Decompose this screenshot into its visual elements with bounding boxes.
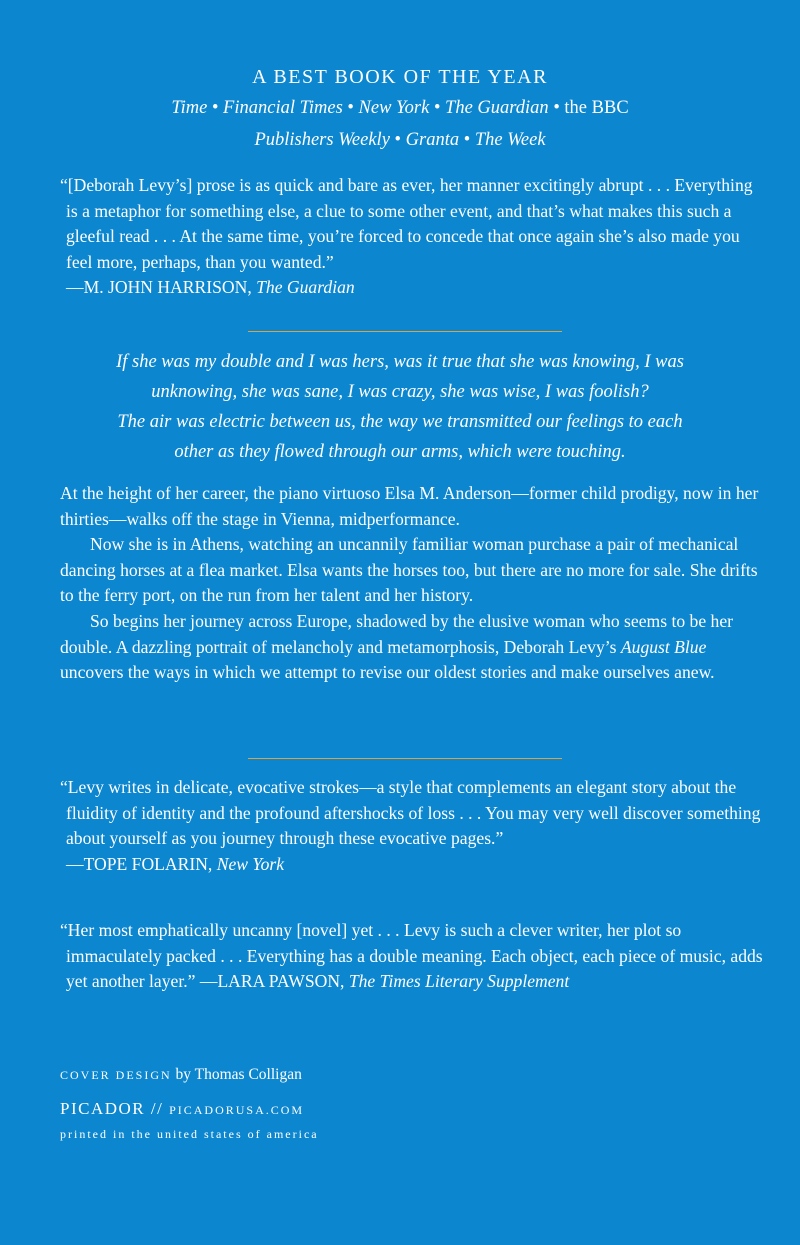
description-paragraph: At the height of her career, the piano virtuoso Elsa M. Anderson—former child prodigy, now in her thirties—walks off the stage in Vienna, midperformance. [60, 483, 759, 529]
cover-design-credit [60, 1065, 660, 1085]
publication-the-week: The Week [474, 130, 546, 150]
review-quote-folarin [60, 775, 766, 877]
publication-time: Time [171, 98, 208, 118]
publication-new-york: New York [358, 98, 430, 118]
quote-source: New York [216, 853, 285, 874]
excerpt-line: other as they flowed through our arms, which were touching. [174, 442, 626, 462]
bullet: • [463, 130, 471, 150]
best-book-title: A BEST BOOK OF THE YEAR [252, 66, 548, 88]
publisher-name: PICADOR [60, 1099, 146, 1118]
quote-attribution [66, 854, 284, 874]
divider-rule [248, 331, 562, 332]
bullet: • [553, 98, 560, 118]
bullet: • [394, 130, 402, 150]
quote-source: The Guardian [256, 277, 355, 298]
publication-publishers-weekly: Publishers Weekly [254, 130, 390, 150]
quote-text: “Levy writes in delicate, evocative strokes—a style that complements an elegant story about the fluidity of identity and the profound aftershocks of loss . . . You may very well discover something about yourself as you journey through these evocative pages.” [60, 777, 761, 849]
description-paragraph [60, 609, 760, 686]
review-quote-harrison [60, 173, 766, 301]
review-quote-pawson [60, 918, 766, 995]
book-description [60, 481, 760, 686]
quote-attribution [66, 277, 355, 297]
quote-attribution [200, 971, 569, 991]
quote-source: The Times Literary Supplement [348, 971, 570, 992]
quote-author: —M. JOHN HARRISON, [66, 277, 252, 298]
publication-the-guardian: The Guardian [445, 98, 549, 118]
printed-in-line: printed in the united states of america [60, 1127, 319, 1141]
description-text: uncovers the ways in which we attempt to revise our oldest stories and make ourselves anew. [60, 662, 715, 683]
quote-author: —TOPE FOLARIN, [66, 853, 213, 874]
description-text: So begins her journey across Europe, shadowed by the elusive woman who seems to be her double. A dazzling portrait of melancholy and metamorphosis, Deborah Levy’s [60, 610, 733, 657]
publications-line-1 [0, 92, 800, 124]
excerpt-line: The air was electric between us, the way we transmitted our feelings to each [117, 412, 683, 432]
description-paragraph: Now she is in Athens, watching an uncannily familiar woman purchase a pair of mechanical dancing horses at a flea market. Elsa wants the horses too, but there are no more for sale. She drifts to the ferry port, on the run from her talent and her history. [60, 534, 758, 606]
quote-author: —LARA PAWSON, [199, 971, 345, 992]
bullet: • [347, 98, 354, 118]
separator: // [150, 1099, 164, 1118]
credit-label: COVER DESIGN [60, 1068, 172, 1082]
book-title: August Blue [620, 636, 707, 657]
best-book-header [0, 62, 800, 156]
excerpt-line: unknowing, she was sane, I was crazy, she was wise, I was foolish? [151, 382, 649, 402]
publication-financial-times: Financial Times [223, 98, 343, 118]
divider-rule [248, 758, 562, 759]
publisher-url: PICADORUSA.COM [169, 1103, 305, 1117]
quote-text: “Her most emphatically uncanny [novel] yet . . . Levy is such a clever writer, her plot so immaculately packed . . . Everything has a double meaning. Each object, each piece of music, adds yet another layer.” [60, 920, 763, 992]
novel-excerpt [60, 347, 740, 467]
bullet: • [211, 98, 219, 118]
credit-name: by Thomas Colligan [175, 1066, 302, 1083]
excerpt-line: If she was my double and I was hers, was it true that she was knowing, I was [116, 352, 684, 372]
quote-text: “[Deborah Levy’s] prose is as quick and bare as ever, her manner excitingly abrupt . . . Everything is a metaphor for something else, a clue to some other event, and that’s what makes this such a gleeful read . . . At the same time, you’re forced to concede that once again she’s also made you feel more, perhaps, than you wanted.” [60, 175, 753, 272]
publication-bbc: the BBC [564, 98, 629, 118]
publications-line-2 [0, 124, 800, 156]
publication-granta: Granta [405, 130, 460, 150]
bullet: • [433, 98, 441, 118]
publisher-line [60, 1098, 660, 1121]
